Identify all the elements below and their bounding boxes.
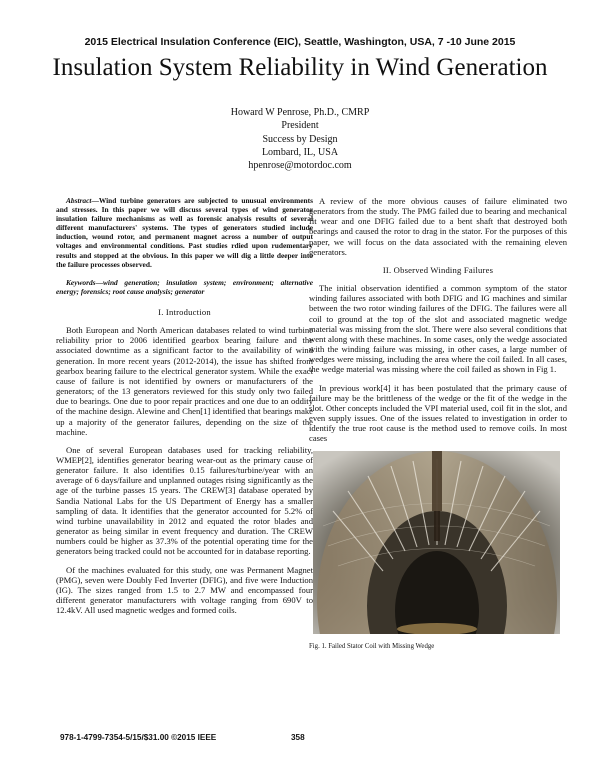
keywords-label: Keywords xyxy=(66,277,96,287)
abstract-label: Abstract xyxy=(66,196,92,205)
section-heading-introduction: I. Introduction xyxy=(158,306,211,317)
footer-isbn: 978-1-4799-7354-5/15/$31.00 ©2015 IEEE xyxy=(60,733,217,742)
figure-stator-photo xyxy=(313,451,560,634)
paragraph: In previous work[4] it has been postulated that the primary cause of failure may be the brittleness of the wedge or the fit of the wedge in the slot. Other concepts included the VPI material used, coil fit in the slot, and even supply issues. One of the issues related to investigation in order to identify the true root cause is the method used to remove coils. In most cases xyxy=(309,382,567,444)
left-column xyxy=(56,196,313,623)
paper-title: Insulation System Reliability in Wind Generation xyxy=(52,54,548,81)
author-company: Success by Design xyxy=(262,133,338,145)
author-location: Lombard, IL, USA xyxy=(261,146,339,158)
abstract-text: Wind turbine generators are subjected to unusual environments and stresses. In this paper we will discuss several types of wind generator insulation failure mechanisms as well as forensic analysis results of several different manufacturers' systems. The types of generators studied include induction, wound rotor, and permanent magnet across a number of output voltages and environmental conditions. Past studies rdied upon rudementary results and stopped at the obvious. In this paper we will dig a little deeper into the failure processes observed. xyxy=(56,196,313,269)
paragraph: One of several European databases used for tracking reliability, WMEP[2], identifies generator bearing wear-out as the primary cause of generator failure. It also identifies 0.15 failures/turbine/year with an average of 6 days/failure and unplanned outages rising significantly as the age of the turbine passes 15 years. The CREW[3] database operated by Sandia National Labs for the US Department of Energy has a smaller sampling of data. It identifies that the generator accounted for 5.2% of wind turbine unavailability in 2012 and equated the rotor blades and generator as being similar in event frequency and duration. The CREW numbers could be higher as 37.3% of the potential operating time for the generators being tracked could not be accounted for in database reporting. xyxy=(56,444,313,557)
section-heading-observed-winding-failures: II. Observed Winding Failures xyxy=(382,264,494,275)
paragraph: The initial observation identified a common symptom of the stator winding failures associated with both DFIG and IG machines and similar between the two rotor winding failures of the DFIG. The failures were all coil to ground at the top of the slot and associated magnetic wedge material was missing from the slot. There were also several conditions that went along with these machines. In some cases, only the wedge associated with the winding failure was missing, in other cases, a large number of wedges were missing, including the area where the coil failed. In all cases, the wedge material was missing where the coil failed as shown in Fig 1. xyxy=(309,283,567,375)
author-block xyxy=(0,106,600,172)
keywords-text: wind generation; insulation system; environment; alternative energy; forensics; root cause analysis; generator xyxy=(56,277,313,296)
abstract: Abstract—Wind turbine generators are subjected to unusual environments and stresses. In this paper we will discuss several types of wind generator insulation failure mechanisms as well as forensic analysis results of several different manufacturers' systems. The types of generators studied include induction, wound rotor, and permanent magnet across a number of output voltages and environmental conditions. Past studies rdied upon rudementary results and stopped at the obvious. In this paper we will dig a little deeper into the failure processes observed. xyxy=(56,196,313,269)
paragraph: Of the machines evaluated for this study, one was Permanent Magnet (PMG), seven were Doubly Fed Inverter (DFIG), and five were Induction (IG). The sizes ranged from 1.5 to 2.7 MW and encompassed four different generator manufacturers with voltage ranging from 690V to 12.4kV. All used magnetic wedges and formed coils. xyxy=(56,564,313,616)
paragraph: A review of the more obvious causes of failure eliminated two generators from the study. The PMG failed due to bearing and mechanical fit wear and one DFIG failed due to a bent shaft that destroyed both bearings and caused the rotor to drag in the stator. For the purposes of this paper, we will focus on the data associated with the remaining eleven generators. xyxy=(309,196,567,257)
figure-caption: Fig. 1. Failed Stator Coil with Missing Wedge xyxy=(309,643,435,651)
author-email: hpenrose@motordoc.com xyxy=(248,160,352,172)
keywords: Keywords—wind generation; insulation system; environment; alternative energy; forensics; root cause analysis; generator xyxy=(56,277,313,296)
author-role: President xyxy=(281,120,319,132)
stator-photo-image xyxy=(313,451,560,634)
conference-header: 2015 Electrical Insulation Conference (EIC), Seattle, Washington, USA, 7 -10 June 2015 xyxy=(84,36,516,48)
author-name: Howard W Penrose, Ph.D., CMRP xyxy=(230,107,370,118)
right-column xyxy=(309,196,567,653)
paragraph: Both European and North American databases related to wind turbine reliability prior to 2006 identified gearbox bearing failure and the associated downtime as a significant factor to the availability of wind generation. In more recent years (2012-2014), the issue has shifted from gearbox bearing failure to the electrical generator system. While the exact cause of failure is not identified by owners or manufacturers of the generators; of the 13 generators reviewed for this study only two failed due to bearings. One due to poor repair practices and one due to an oddity of the machine design. Alewine and Chen[1] identified that bearings make up a majority of the generator failures, depending on the size of the machine. xyxy=(56,325,313,437)
footer-page-number: 358 xyxy=(291,733,305,742)
